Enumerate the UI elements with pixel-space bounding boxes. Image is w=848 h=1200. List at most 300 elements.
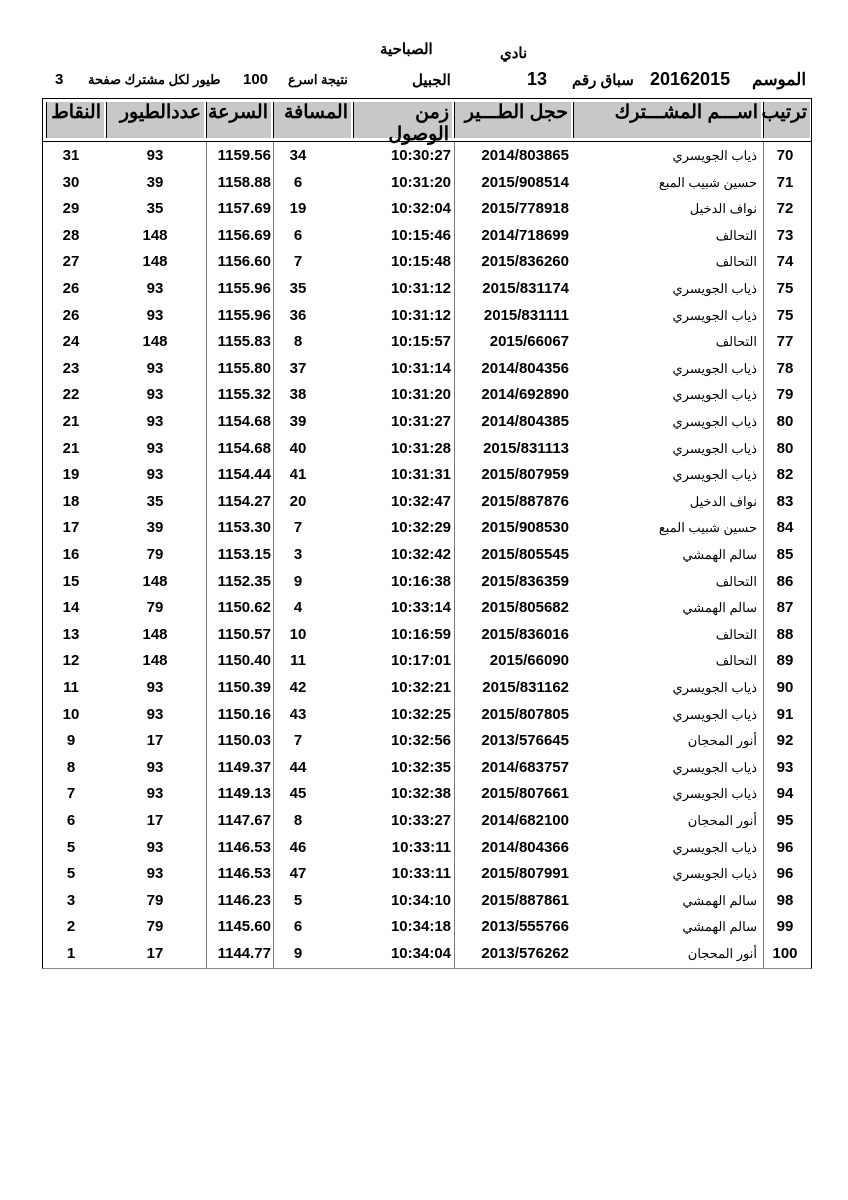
club-label: نادي [500,45,528,62]
cell-distance: 20 [289,492,307,510]
cell-ring: 2015/908514 [481,173,569,191]
cell-time: 10:31:20 [390,173,451,191]
cell-time: 10:33:27 [390,812,451,829]
cell-rank: 84 [776,519,794,537]
cell-rank: 96 [776,865,794,883]
cell-name: ذياب الجويسري [672,387,757,403]
table-row [43,541,811,568]
cell-distance: 47 [289,865,307,883]
table-row [43,727,811,754]
cell-rank: 80 [776,413,794,430]
table-row [43,142,811,169]
cell-ring: 2015/836260 [481,253,569,271]
cell-ring: 2015/831174 [482,280,569,297]
race-number: 13 [527,69,548,89]
table-row [43,381,811,408]
cell-time: 10:30:27 [390,147,451,164]
cell-birds: 93 [146,785,164,803]
cell-ring: 2013/555766 [481,918,569,936]
cell-speed: 1155.32 [217,386,271,404]
cell-rank: 95 [776,812,794,829]
cell-name: ذياب الجويسري [672,786,757,802]
cell-birds: 35 [146,492,164,510]
table-row [43,780,811,807]
cell-name: ذياب الجويسري [672,414,757,429]
cell-name: التحالف [715,573,757,589]
cell-rank: 75 [776,280,794,297]
cell-time: 10:32:35 [390,758,451,776]
cell-speed: 1150.40 [217,652,271,670]
cell-name: ذياب الجويسري [672,706,757,722]
cell-rank: 89 [776,652,794,670]
cell-distance: 46 [289,838,307,856]
cell-speed: 1158.88 [217,173,271,191]
cell-distance: 41 [289,466,307,484]
cell-time: 10:32:25 [390,705,451,723]
table-row [43,940,811,967]
cell-speed: 1144.77 [217,945,271,962]
cell-rank: 96 [776,838,794,856]
cell-points: 26 [62,280,80,297]
cell-distance: 8 [293,333,303,351]
cell-speed: 1149.13 [217,785,271,803]
cell-name: حسين شبيب المبع [658,520,757,536]
cell-speed: 1152.35 [217,572,271,590]
table-row [43,328,811,355]
cell-name: نواف الدخيل [689,201,757,217]
cell-points: 5 [66,865,76,883]
cell-distance: 6 [293,173,303,191]
cell-speed: 1150.03 [217,732,271,750]
cell-ring: 2015/836359 [481,572,569,590]
cell-speed: 1153.15 [217,546,271,563]
cell-points: 14 [62,599,80,617]
cell-time: 10:17:01 [390,652,451,670]
cell-distance: 7 [293,732,303,750]
cell-ring: 2013/576262 [481,945,569,962]
cell-ring: 2015/66090 [489,652,569,670]
cell-rank: 92 [776,732,794,750]
cell-time: 10:34:18 [390,918,451,936]
col-speed: السرعة [206,102,271,138]
cell-time: 10:32:21 [390,679,451,696]
cell-time: 10:31:27 [390,413,451,430]
cell-points: 2 [66,918,76,936]
cell-ring: 2015/778918 [481,200,569,218]
table-row [43,488,811,515]
cell-birds: 93 [146,838,164,856]
table-row [43,887,811,914]
cell-birds: 93 [146,439,164,457]
cell-distance: 10 [289,625,307,643]
cell-points: 10 [62,705,80,723]
table-row [43,860,811,887]
table-row [43,568,811,595]
cell-ring: 2015/887861 [481,891,569,909]
table-row [43,621,811,648]
table-row [43,647,811,674]
cell-ring: 2015/807959 [481,466,569,484]
cell-distance: 8 [293,812,303,829]
cell-name: سالم الهمشي [682,919,757,935]
cell-ring: 2015/908530 [481,519,569,537]
cell-speed: 1146.23 [217,891,271,909]
col-birds: عددالطيور [106,102,204,138]
cell-birds: 93 [146,280,164,297]
cell-time: 10:33:14 [390,599,451,617]
cell-distance: 9 [293,572,303,590]
cell-birds: 148 [142,652,168,670]
cell-points: 23 [62,359,80,377]
cell-points: 5 [66,838,76,856]
cell-birds: 148 [142,226,168,244]
cell-ring: 2015/831162 [482,679,569,696]
cell-name: ذياب الجويسري [672,307,757,323]
cell-name: التحالف [715,653,757,669]
cell-ring: 2015/887876 [481,492,569,510]
season-value: 20162015 [650,69,731,89]
cell-rank: 77 [776,333,794,351]
table-row [43,594,811,621]
col-ring: حجل الطـــير [454,102,571,138]
cell-points: 1 [66,945,76,962]
cell-points: 19 [62,466,80,484]
col-points: النقاط [46,102,104,138]
cell-time: 10:32:29 [390,519,451,537]
cell-distance: 9 [293,945,303,962]
cell-speed: 1157.69 [217,200,271,218]
cell-speed: 1146.53 [217,865,271,883]
cell-distance: 34 [289,147,307,164]
table-row [43,754,811,781]
cell-speed: 1149.37 [217,758,271,776]
cell-name: التحالف [715,334,757,350]
cell-rank: 87 [776,599,794,617]
cell-time: 10:16:38 [390,572,451,590]
cell-rank: 99 [776,918,794,936]
cell-distance: 6 [293,918,303,936]
cell-time: 10:34:04 [390,945,451,962]
col-time: زمن الوصول [353,102,452,138]
cell-points: 3 [66,891,76,909]
cell-ring: 2014/682100 [481,812,569,829]
cell-time: 10:15:48 [390,253,451,271]
cell-distance: 19 [289,200,307,218]
cell-distance: 44 [289,758,307,776]
cell-speed: 1154.27 [217,492,271,510]
cell-ring: 2014/804366 [481,838,569,856]
cell-distance: 7 [293,253,303,271]
cell-speed: 1150.39 [217,679,271,696]
cell-points: 26 [62,306,80,324]
cell-name: سالم الهمشي [682,600,757,616]
cell-time: 10:32:47 [390,492,451,510]
cell-rank: 79 [776,386,794,404]
cell-rank: 93 [776,758,794,776]
cell-points: 29 [62,200,80,218]
cell-points: 15 [62,572,80,590]
cell-points: 17 [62,519,80,537]
cell-name: حسين شبيب المبع [658,174,757,190]
cell-name: ذياب الجويسري [672,281,757,296]
cell-birds: 148 [142,333,168,351]
cell-birds: 79 [146,599,164,617]
col-rank: ترتيب [763,102,810,138]
cell-name: ذياب الجويسري [672,148,757,163]
cell-distance: 6 [293,226,303,244]
cell-rank: 82 [776,466,794,484]
cell-distance: 36 [289,306,307,324]
table-row [43,408,811,435]
cell-birds: 93 [146,466,164,484]
cell-distance: 3 [293,546,303,563]
cell-ring: 2015/807805 [481,705,569,723]
cell-time: 10:31:12 [390,306,451,324]
cell-rank: 91 [776,705,794,723]
page-number: 3 [55,71,64,88]
cell-birds: 17 [146,732,164,750]
cell-time: 10:15:57 [390,333,451,351]
cell-birds: 17 [146,945,164,962]
cell-birds: 17 [146,812,164,829]
table-row [43,275,811,302]
table-header [42,98,812,145]
table-row [43,248,811,275]
club-name: الصباحية [380,41,433,58]
cell-speed: 1159.56 [217,147,271,164]
table-row [43,674,811,701]
cell-birds: 93 [146,386,164,404]
cell-points: 13 [62,625,80,643]
fastest-count: 100 [243,71,269,88]
cell-rank: 85 [776,546,794,563]
cell-speed: 1147.67 [217,812,271,829]
table-row [43,514,811,541]
cell-ring: 2015/836016 [481,625,569,643]
cell-points: 7 [66,785,76,803]
cell-rank: 94 [776,785,794,803]
cell-points: 11 [63,679,79,696]
cell-distance: 38 [289,386,307,404]
cell-name: ذياب الجويسري [672,759,757,775]
cell-birds: 79 [146,891,164,909]
cell-rank: 72 [776,200,794,218]
table-row [43,807,811,834]
cell-birds: 93 [146,147,164,164]
season-label: الموسم [752,70,807,89]
cell-distance: 35 [289,280,307,297]
cell-distance: 42 [289,679,307,696]
cell-time: 10:32:38 [390,785,451,803]
cell-name: ذياب الجويسري [672,839,757,855]
cell-birds: 93 [146,865,164,883]
cell-birds: 39 [146,519,164,537]
cell-birds: 148 [142,253,168,271]
cell-name: التحالف [715,254,757,270]
cell-points: 6 [66,812,76,829]
cell-distance: 7 [293,519,303,537]
cell-time: 10:15:46 [390,226,451,244]
cell-time: 10:33:11 [391,865,451,883]
cell-birds: 93 [146,413,164,430]
cell-speed: 1145.60 [217,918,271,936]
cell-speed: 1153.30 [217,519,271,537]
cell-speed: 1146.53 [217,838,271,856]
cell-time: 10:34:10 [390,891,451,909]
birds-per-member-label: طيور لكل مشترك صفحة [88,72,221,87]
cell-speed: 1154.68 [217,439,271,457]
cell-speed: 1155.96 [217,306,271,324]
cell-rank: 100 [772,945,798,962]
cell-distance: 4 [293,599,303,617]
cell-time: 10:32:56 [390,732,451,750]
cell-speed: 1154.68 [217,413,271,430]
cell-rank: 73 [776,226,794,244]
cell-time: 10:33:11 [391,838,451,856]
cell-speed: 1155.83 [217,333,271,351]
cell-name: ذياب الجويسري [672,440,757,456]
race-label: سباق رقم [572,72,634,89]
cell-speed: 1155.96 [217,280,271,297]
cell-points: 18 [62,492,80,510]
cell-name: أنور المحجان [687,813,757,828]
cell-name: سالم الهمشي [682,547,757,562]
cell-points: 27 [62,253,80,271]
cell-rank: 75 [776,306,794,324]
cell-name: ذياب الجويسري [672,866,757,882]
cell-speed: 1154.44 [217,466,271,484]
cell-points: 28 [62,226,80,244]
cell-ring: 2015/66067 [489,333,569,351]
race-location: الجبيل [412,72,451,89]
cell-time: 10:31:28 [390,439,451,457]
cell-time: 10:31:20 [390,386,451,404]
cell-ring: 2014/683757 [481,758,569,776]
cell-speed: 1156.69 [217,226,271,244]
cell-time: 10:32:04 [390,200,451,218]
table-row [43,195,811,222]
cell-ring: 2015/831111 [483,306,569,324]
cell-points: 30 [62,173,80,191]
cell-distance: 40 [289,439,307,457]
cell-distance: 11 [290,652,306,670]
cell-name: التحالف [715,227,757,243]
cell-points: 21 [62,439,80,457]
cell-rank: 71 [776,173,794,191]
cell-points: 8 [66,758,76,776]
cell-time: 10:16:59 [390,625,451,643]
cell-rank: 88 [776,625,794,643]
cell-birds: 93 [146,306,164,324]
cell-time: 10:31:12 [390,280,451,297]
cell-name: ذياب الجويسري [672,360,757,376]
cell-points: 31 [62,147,80,164]
cell-speed: 1155.80 [217,359,271,377]
cell-birds: 148 [142,572,168,590]
cell-rank: 90 [776,679,794,696]
cell-speed: 1150.62 [217,599,271,617]
cell-time: 10:32:42 [390,546,451,563]
cell-points: 12 [62,652,80,670]
cell-distance: 37 [289,359,307,377]
cell-birds: 39 [146,173,164,191]
cell-speed: 1156.60 [217,253,271,271]
cell-ring: 2015/831113 [483,439,569,457]
cell-name: أنور المحجان [687,946,757,961]
cell-name: سالم الهمشي [682,892,757,908]
cell-ring: 2014/804356 [481,359,569,377]
table-row [43,701,811,728]
cell-birds: 93 [146,758,164,776]
cell-ring: 2014/804385 [481,413,569,430]
cell-birds: 79 [146,546,164,563]
results-table [42,142,812,969]
cell-ring: 2015/805682 [481,599,569,617]
table-row [43,461,811,488]
cell-ring: 2014/692890 [481,386,569,404]
cell-ring: 2014/803865 [481,147,569,164]
cell-distance: 5 [293,891,303,909]
cell-time: 10:31:31 [390,466,451,484]
cell-points: 16 [62,546,80,563]
cell-rank: 74 [776,253,794,271]
cell-name: ذياب الجويسري [672,680,757,695]
cell-ring: 2014/718699 [481,226,569,244]
table-row [43,834,811,861]
col-name: اســـم المشـــترك [573,102,761,138]
cell-name: ذياب الجويسري [672,467,757,483]
table-row [43,302,811,329]
cell-name: التحالف [715,626,757,642]
table-row [43,435,811,462]
cell-name: نواف الدخيل [689,493,757,509]
cell-rank: 86 [776,572,794,590]
cell-points: 24 [62,333,80,351]
cell-distance: 45 [289,785,307,803]
cell-points: 22 [62,386,80,404]
cell-ring: 2015/807661 [481,785,569,803]
cell-birds: 79 [146,918,164,936]
cell-name: أنور المحجان [687,733,757,749]
col-distance: المسافة [273,102,351,138]
cell-birds: 93 [146,359,164,377]
fastest-label: نتيجة اسرع [288,72,348,87]
table-row [43,169,811,196]
cell-ring: 2015/807991 [481,865,569,883]
cell-rank: 98 [776,891,794,909]
cell-rank: 83 [776,492,794,510]
table-row [43,222,811,249]
cell-time: 10:31:14 [390,359,451,377]
cell-birds: 35 [146,200,164,218]
cell-rank: 78 [776,359,794,377]
cell-points: 9 [66,732,76,750]
cell-rank: 70 [776,147,794,164]
cell-birds: 148 [142,625,168,643]
cell-birds: 93 [146,679,164,696]
cell-rank: 80 [776,439,794,457]
cell-birds: 93 [146,705,164,723]
table-row [43,355,811,382]
cell-speed: 1150.16 [217,705,271,723]
cell-points: 21 [62,413,80,430]
cell-distance: 43 [289,705,307,723]
table-row [43,913,811,940]
cell-ring: 2013/576645 [481,732,569,750]
cell-speed: 1150.57 [217,625,271,643]
cell-ring: 2015/805545 [481,546,569,563]
cell-distance: 39 [289,413,307,430]
